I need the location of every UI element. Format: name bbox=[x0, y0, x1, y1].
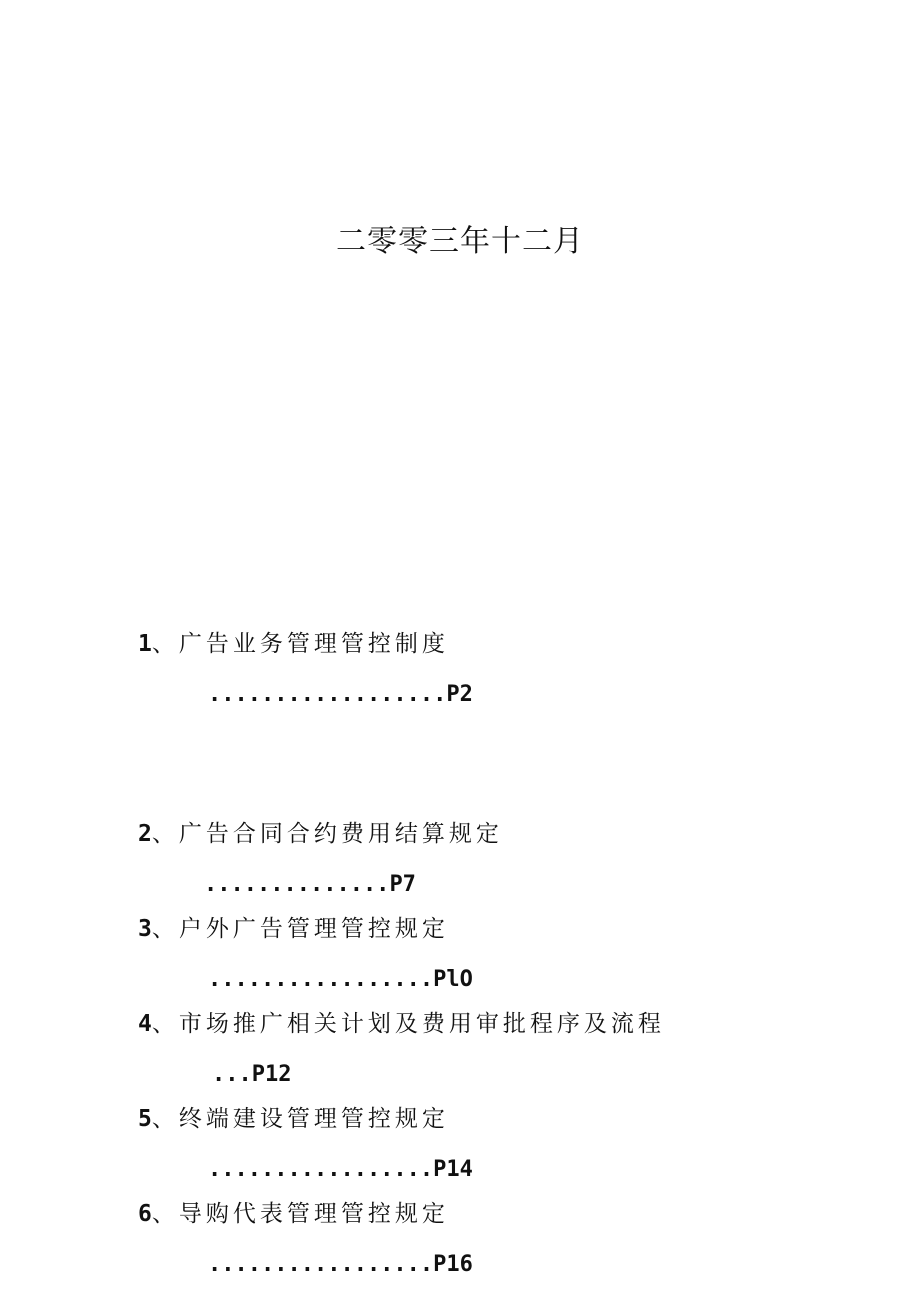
toc-page-number: PlO bbox=[433, 967, 473, 992]
toc-entry-number: 1 bbox=[138, 631, 152, 657]
toc-entry-6[interactable] bbox=[138, 1194, 838, 1289]
toc-entry-title: 广告业务管理管控制度 bbox=[178, 631, 449, 657]
toc-page-number: P16 bbox=[433, 1252, 473, 1277]
toc-entry-title: 广告合同合约费用结算规定 bbox=[178, 821, 503, 847]
toc-leader-dots: ................. bbox=[208, 1252, 434, 1277]
toc-entry-page-line bbox=[138, 1050, 838, 1099]
toc-entry-number: 6 bbox=[138, 1201, 152, 1227]
toc-entry-separator: 、 bbox=[151, 916, 179, 942]
toc-entry-1[interactable] bbox=[138, 624, 838, 814]
toc-entry-title: 市场推广相关计划及费用审批程序及流程 bbox=[178, 1011, 665, 1037]
toc-entry-title: 终端建设管理管控规定 bbox=[178, 1106, 449, 1132]
toc-page-number: P12 bbox=[251, 1062, 292, 1087]
toc-leader-dots: ................. bbox=[208, 967, 434, 992]
toc-page-number: P2 bbox=[446, 682, 473, 707]
toc-entry-number: 4 bbox=[138, 1011, 152, 1037]
toc-entry-2[interactable] bbox=[138, 814, 838, 909]
toc-entry-title-line bbox=[138, 1099, 838, 1145]
toc-leader-dots: ... bbox=[212, 1062, 252, 1087]
date-heading: 二零零三年十二月 bbox=[336, 224, 584, 259]
toc-entry-title-line bbox=[138, 909, 838, 955]
toc-entry-separator: 、 bbox=[151, 1106, 179, 1132]
toc-entry-page-line bbox=[138, 1240, 838, 1289]
toc-entry-page-line bbox=[138, 955, 838, 1004]
toc-entry-page-line bbox=[138, 860, 838, 909]
toc-entry-4[interactable] bbox=[138, 1004, 838, 1099]
toc-entry-page-line bbox=[138, 1145, 838, 1194]
toc-entry-title: 导购代表管理管控规定 bbox=[178, 1201, 449, 1227]
toc-leader-dots: ................. bbox=[208, 1157, 434, 1182]
toc-entry-separator: 、 bbox=[151, 821, 179, 847]
toc-page-number: P7 bbox=[389, 872, 416, 897]
toc-entry-title-line bbox=[138, 814, 838, 860]
toc-entry-number: 3 bbox=[138, 916, 152, 942]
toc-entry-title-line bbox=[138, 624, 838, 670]
toc-entry-number: 2 bbox=[138, 821, 152, 847]
toc-entry-title: 户外广告管理管控规定 bbox=[178, 916, 449, 942]
toc-leader-dots: .................. bbox=[208, 682, 447, 707]
toc-entry-title-line bbox=[138, 1194, 838, 1240]
toc-entry-separator: 、 bbox=[151, 1011, 179, 1037]
toc-entry-separator: 、 bbox=[151, 1201, 179, 1227]
toc-entry-page-line bbox=[138, 670, 838, 719]
toc-entry-separator: 、 bbox=[151, 631, 179, 657]
toc-entry-3[interactable] bbox=[138, 909, 838, 1004]
toc-leader-dots: .............. bbox=[204, 872, 390, 897]
toc-entry-number: 5 bbox=[138, 1106, 152, 1132]
toc-entry-5[interactable] bbox=[138, 1099, 838, 1194]
toc-entry-title-line bbox=[138, 1004, 838, 1050]
table-of-contents bbox=[138, 624, 838, 1289]
toc-page-number: P14 bbox=[433, 1157, 473, 1182]
